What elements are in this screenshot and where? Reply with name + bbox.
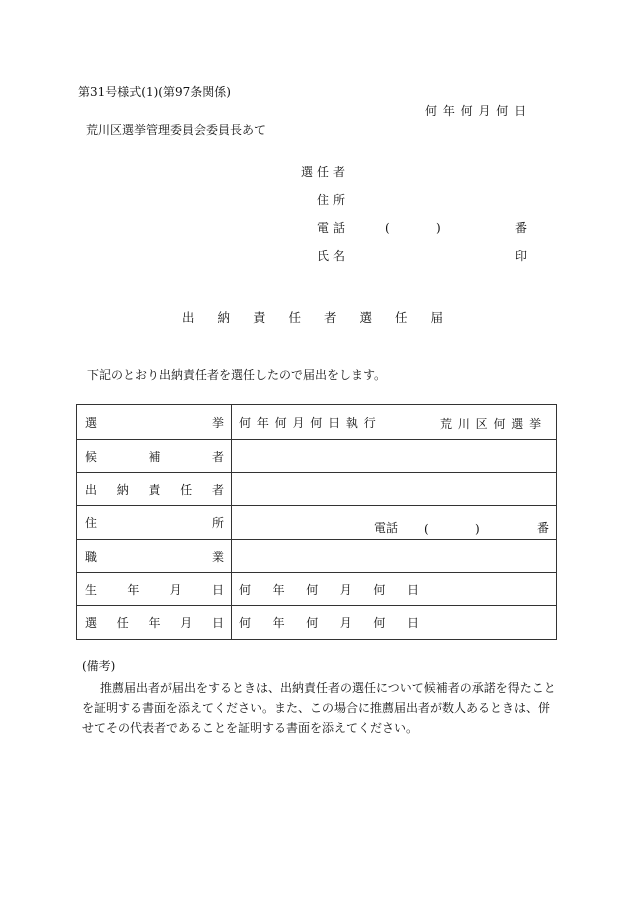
- appointer-phone-suffix: 番: [515, 221, 528, 235]
- row-value-election: [232, 405, 557, 440]
- row-label-candidate: 候 補 者: [77, 440, 232, 473]
- row-label-election: [77, 405, 232, 440]
- table-row: [77, 540, 557, 573]
- table-row: [77, 473, 557, 506]
- submission-date: 何 年 何 月 何 日: [425, 104, 527, 118]
- row-label-birthdate: 生 年 月 日: [77, 573, 232, 606]
- seal-mark: 印: [515, 249, 528, 263]
- appointer-name-label: 氏名: [317, 249, 350, 263]
- appointer-phone-label: 電話: [317, 221, 350, 235]
- appointer-phone-paren-close: ): [436, 221, 441, 235]
- appointer-address-label: 住所: [317, 193, 350, 207]
- row-value-candidate: [232, 440, 557, 473]
- row-label-address: 住 所: [77, 506, 232, 540]
- document-title: 出納責任者選任届: [182, 310, 467, 325]
- appointment-form-table: [76, 404, 557, 640]
- election-name: 荒 川 区 何 選 挙: [440, 417, 542, 431]
- label-spread: 選 挙: [85, 415, 224, 430]
- table-row: [77, 440, 557, 473]
- treasurer-phone-suffix: 番: [536, 521, 549, 535]
- treasurer-phone-paren-open: (: [424, 522, 429, 536]
- addressee: 荒川区選挙管理委員会委員長あて: [86, 123, 267, 137]
- table-row: [77, 606, 557, 640]
- notes-text: 推薦届出者が届出をするときは、出納責任者の選任について候補者の承諾を得たことを証明する書面を添えてください。また、この場合に推薦届出者が数人あるときは、併せてその代表者であることを証明する書面を添えてください。: [82, 681, 556, 735]
- election-date: 何 年 何 月 何 日 執 行: [239, 415, 376, 430]
- row-label-treasurer: 出 納 責 任 者: [77, 473, 232, 506]
- row-value-occupation: [232, 540, 557, 573]
- row-label-appointment-date: 選 任 年 月 日: [77, 606, 232, 640]
- notes-heading: (備考): [82, 659, 116, 673]
- appointer-phone-paren-open: (: [385, 221, 390, 235]
- row-value-birthdate: 何 年 何 月 何 日: [232, 573, 557, 606]
- row-label-occupation: 職 業: [77, 540, 232, 573]
- form-number: 第31号様式(1)(第97条関係): [78, 85, 231, 99]
- table-row: [77, 573, 557, 606]
- table-row: [77, 405, 557, 440]
- table-row: [77, 506, 557, 540]
- intro-text: 下記のとおり出納責任者を選任したので届出をします。: [87, 368, 387, 382]
- appointer-label: 選任者: [301, 165, 350, 179]
- row-value-appointment-date: 何 年 何 月 何 日: [232, 606, 557, 640]
- treasurer-phone-paren-close: ): [475, 522, 480, 536]
- row-value-treasurer: [232, 473, 557, 506]
- treasurer-phone-label: 電話: [374, 521, 399, 535]
- row-value-address: [232, 506, 557, 540]
